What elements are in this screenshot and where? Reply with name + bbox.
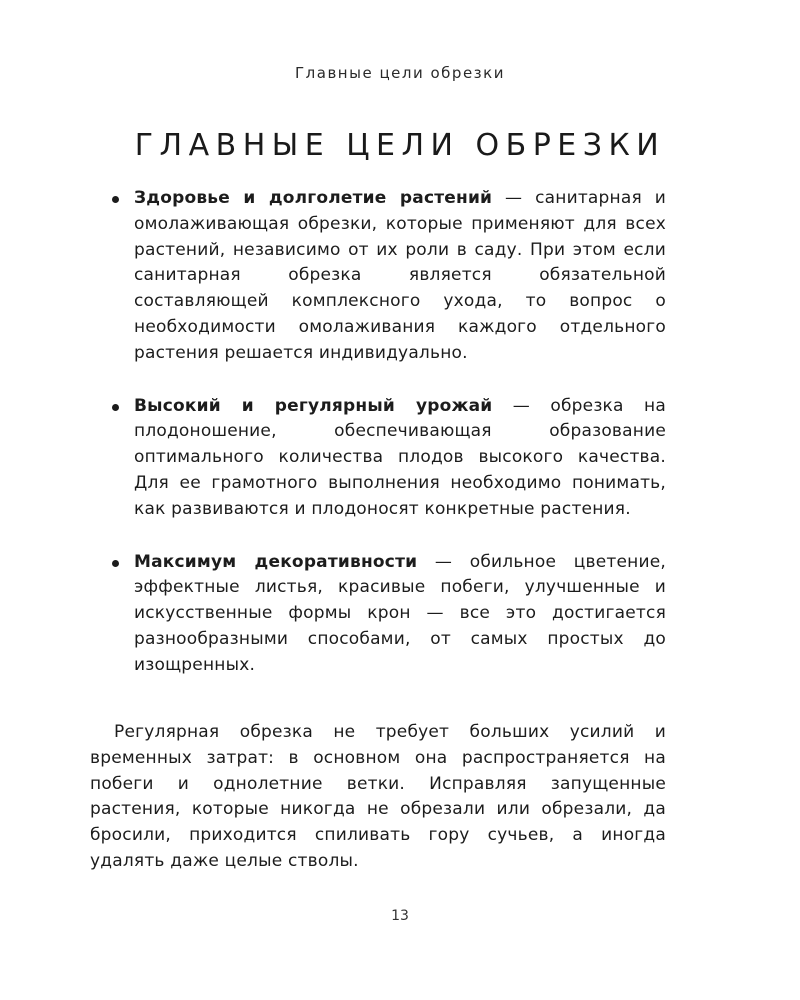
bullet-icon	[112, 560, 119, 567]
bullet-icon	[112, 196, 119, 203]
running-header: Главные цели обрезки	[295, 64, 505, 82]
bullet-text: — санитарная и омолаживающая обрезки, которые применяют для всех растений, независимо от их роли в саду. При этом если санитарная обрезка является обязательной составляющей комплексного ухода, то вопрос о необходимости омолаживания каждого отдельного растения решается индивидуально.	[134, 188, 666, 363]
list-item	[112, 394, 666, 523]
body-paragraph: Регулярная обрезка не требует больших усилий и временных затрат: в основном она распространяется на побеги и однолетние ветки. Исправляя запущенные растения, которые никогда не обрезали или обрезали, да бросили, приходится спиливать гору сучьев, а иногда удалять даже целые стволы.	[90, 722, 666, 871]
bullet-term: Максимум декоративности	[134, 551, 418, 572]
goals-list	[112, 186, 666, 706]
page-number: 13	[391, 908, 409, 924]
bullet-icon	[112, 404, 119, 411]
bullet-text: — обрезка на плодоношение, обеспечивающая образование оптимального количества плодов высокого качества. Для ее грамотного выполнения необходимо понимать, как развиваются и плодоносят конкретные растения.	[134, 395, 666, 519]
bullet-term: Высокий и регулярный урожай	[134, 395, 493, 416]
bullet-term: Здоровье и долголетие растений	[134, 188, 493, 208]
chapter-title: ГЛАВНЫЕ ЦЕЛИ ОБРЕЗКИ	[134, 128, 666, 163]
list-item	[112, 186, 666, 367]
list-item	[112, 550, 666, 679]
bullet-text: — обильное цветение, эффектные листья, красивые побеги, улучшенные и искусственные формы крон — все это достигается разнообразными способами, от самых простых до изощренных.	[134, 551, 666, 675]
